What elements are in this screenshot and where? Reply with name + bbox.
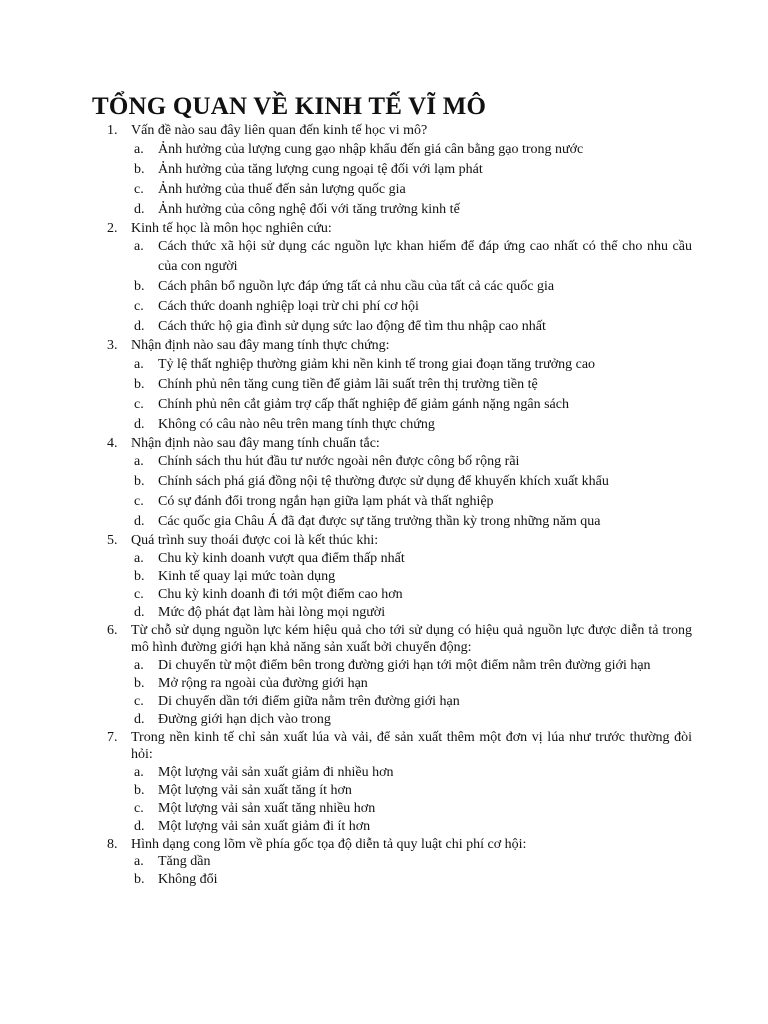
answer-option [134,853,692,871]
answer-option [134,586,692,604]
answer-option [134,375,692,395]
question-number: 4. [107,435,118,451]
option-text: Một lượng vải sản xuất giảm đi nhiều hơn [158,764,394,780]
question-number: 2. [107,220,118,236]
option-text: Không đổi [158,872,218,887]
option-text: Mở rộng ra ngoài của đường giới hạn [158,675,368,691]
answer-option [134,160,692,180]
question-text: Từ chỗ sử dụng nguồn lực kém hiệu quả cho tới sử dụng có hiệu quả nguồn lực được diễn tả trong mô hình đường giới hạn khả năng sản xuất bởi chuyển động: [131,622,692,655]
question-text: Quá trình suy thoái được coi là kết thúc khi: [131,533,379,548]
option-letter: b. [134,279,145,294]
answer-option [134,657,692,675]
answer-option [134,782,692,800]
option-letter: d. [134,319,145,334]
option-text: Cách thức hộ gia đình sử dụng sức lao động để tìm thu nhập cao nhất [158,319,546,334]
option-letter: a. [134,239,144,254]
option-letter: c. [134,181,144,197]
question-item [107,122,692,140]
option-text: Ảnh hưởng của thuế đến sản lượng quốc gia [158,181,406,197]
answer-option [134,800,692,818]
option-letter: a. [134,657,144,673]
option-text: Ảnh hưởng của lượng cung gạo nhập khẩu đến giá cân bằng gạo trong nước [158,141,584,157]
question-text: Hình dạng cong lõm về phía gốc tọa độ diễn tả quy luật chi phí cơ hội: [131,836,527,852]
option-text: Chu kỳ kinh doanh đi tới một điểm cao hơn [158,586,403,602]
option-letter: a. [134,454,144,469]
option-text: Chính sách phá giá đồng nội tệ thường được sử dụng để khuyến khích xuất khẩu [158,474,609,489]
option-text: Cách thức doanh nghiệp loại trừ chi phí cơ hội [158,299,419,314]
answer-option [134,180,692,200]
answer-option [134,355,692,375]
option-text: Không có câu nào nêu trên mang tính thực chứng [158,416,435,432]
option-letter: d. [134,604,145,620]
question-text: Trong nền kinh tế chỉ sản xuất lúa và vải, để sản xuất thêm một đơn vị lúa như trước thường đòi hỏi: [131,729,692,762]
answer-option [134,604,692,622]
question-text: Vấn đề nào sau đây liên quan đến kinh tế học vi mô? [131,123,428,138]
answer-option [134,675,692,693]
option-text: Có sự đánh đổi trong ngắn hạn giữa lạm phát và thất nghiệp [158,494,494,509]
option-text: Đường giới hạn dịch vào trong [158,711,331,727]
question-number: 6. [107,622,118,638]
answer-option [134,693,692,711]
answer-option [134,317,692,337]
question-list [92,122,692,889]
answer-option [134,871,692,889]
option-text: Cách thức xã hội sử dụng các nguồn lực khan hiếm để đáp ứng cao nhất có thể cho nhu cầu của con người [158,239,692,274]
answer-option [134,200,692,220]
option-letter: d. [134,514,145,529]
option-letter: c. [134,396,144,412]
option-text: Chính phủ nên cắt giảm trợ cấp thất nghiệp để giảm gánh nặng ngân sách [158,396,569,412]
option-text: Tỷ lệ thất nghiệp thường giảm khi nền kinh tế trong giai đoạn tăng trưởng cao [158,356,596,372]
question-number: 5. [107,533,118,548]
answer-option [134,492,692,512]
option-letter: c. [134,693,144,709]
option-text: Một lượng vải sản xuất tăng ít hơn [158,782,352,798]
option-text: Kinh tế quay lại mức toàn dụng [158,568,336,584]
answer-option [134,297,692,317]
option-letter: b. [134,782,145,798]
option-letter: d. [134,818,145,834]
option-text: Tăng dần [158,854,211,869]
answer-option [134,818,692,836]
question-item [107,729,692,764]
option-letter: d. [134,201,145,217]
option-letter: b. [134,474,145,489]
option-letter: a. [134,356,144,372]
question-item [107,435,692,453]
option-letter: c. [134,586,144,602]
document-page [92,92,692,889]
answer-option [134,472,692,492]
option-text: Cách phân bổ nguồn lực đáp ứng tất cả nhu cầu của tất cả các quốc gia [158,279,555,294]
option-text: Chính phủ nên tăng cung tiền để giảm lãi suất trên thị trường tiền tệ [158,376,538,392]
page-title: TỔNG QUAN VỀ KINH TẾ VĨ MÔ [92,93,487,120]
question-item [107,220,692,238]
option-text: Chu kỳ kinh doanh vượt qua điểm thấp nhất [158,550,405,566]
answer-option [134,415,692,435]
question-text: Nhận định nào sau đây mang tính chuẩn tắc: [131,435,380,451]
option-letter: a. [134,854,144,869]
option-text: Một lượng vải sản xuất tăng nhiều hơn [158,800,376,816]
answer-option [134,512,692,532]
option-text: Ảnh hưởng của công nghệ đối với tăng trưởng kinh tế [158,201,460,217]
option-text: Mức độ phát đạt làm hài lòng mọi người [158,604,386,620]
option-letter: b. [134,161,145,177]
option-letter: a. [134,550,144,566]
option-text: Ảnh hưởng của tăng lượng cung ngoại tệ đối với lạm phát [158,161,483,177]
question-text: Nhận định nào sau đây mang tính thực chứng: [131,338,390,353]
answer-option [134,237,692,277]
option-letter: a. [134,764,144,780]
option-text: Một lượng vải sản xuất giảm đi ít hơn [158,818,371,834]
option-letter: d. [134,711,145,727]
option-letter: c. [134,299,144,314]
answer-option [134,711,692,729]
answer-option [134,140,692,160]
answer-option [134,395,692,415]
option-letter: b. [134,376,145,392]
option-text: Di chuyển dần tới điểm giữa nằm trên đường giới hạn [158,693,460,709]
question-item [107,337,692,355]
option-letter: c. [134,494,144,509]
answer-option [134,764,692,782]
question-item [107,532,692,550]
question-item [107,836,692,854]
question-item [107,622,692,657]
option-letter: b. [134,568,145,584]
answer-option [134,277,692,297]
question-number: 1. [107,123,118,138]
option-text: Di chuyển từ một điểm bên trong đường giới hạn tới một điểm nằm trên đường giới hạn [158,657,651,673]
answer-option [134,452,692,472]
option-text: Chính sách thu hút đầu tư nước ngoài nên được công bố rộng rãi [158,454,520,469]
answer-option [134,550,692,568]
option-letter: a. [134,141,144,157]
option-letter: c. [134,800,144,816]
option-letter: b. [134,872,145,887]
question-number: 3. [107,338,118,353]
option-text: Các quốc gia Châu Á đã đạt được sự tăng trưởng thần kỳ trong những năm qua [158,514,601,529]
question-text: Kinh tế học là môn học nghiên cứu: [131,220,332,236]
question-number: 8. [107,836,118,852]
answer-option [134,568,692,586]
question-number: 7. [107,729,118,745]
option-letter: d. [134,416,145,432]
option-letter: b. [134,675,145,691]
